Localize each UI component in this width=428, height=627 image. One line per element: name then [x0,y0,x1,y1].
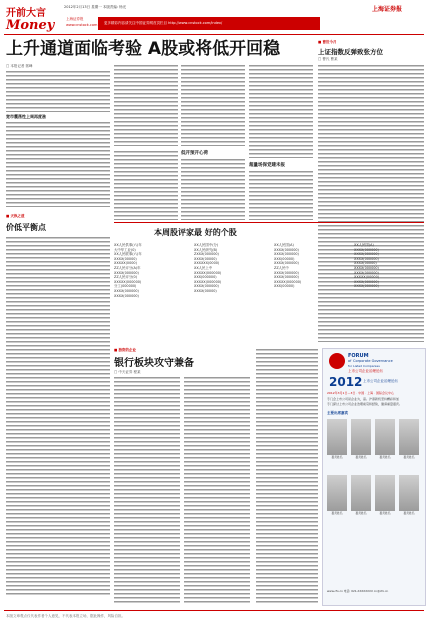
bank-tag: ■ 游资的企业 [114,348,137,352]
table-column [194,243,268,339]
guest-photo [327,475,347,511]
table-cell: XXXX(000000) [194,284,219,289]
stock-picks-table [114,222,424,343]
masthead-rule [4,34,424,35]
date-line: 2012年2月13日 星期一 本版责编: 杨光 [64,5,127,9]
table-cell: ZZ人民评分(A)年 [114,265,141,270]
bank-byline: □ 中天证券 程某 [114,370,141,374]
article-body [114,150,178,220]
forum-logo-text: FORUM [348,353,369,359]
forum-advertisement[interactable] [322,348,426,606]
table-cell: 分工(000000) [114,284,137,289]
right-headline: 上证指数反弹致张方位 [318,48,383,56]
guest-row [327,419,423,467]
footer-rule [4,610,424,611]
table-cell: ZZ人民评分(0) [114,275,138,280]
banner-text: 更多精彩内容请关注中国证券网首页栏目 http://www.cnstock.com/index/ [104,21,223,25]
table-cell: XXXX(000000) [354,284,379,289]
bank-headline: 银行板块攻守兼备 [114,358,194,369]
table-cell: XX人民国(A) [274,243,294,247]
guest-card [399,475,421,523]
right-tag: ■ 曹世今月 [318,40,337,44]
table-cell: XXXX(000000) [354,270,379,275]
table-cell: XX人民供事(六)年 [114,243,142,247]
guest-name: 嘉宾姓名 [331,455,343,459]
table-cell: XX人民联事(六)年 [114,252,142,257]
table-column [354,243,424,339]
paper-logo: 开前大言 [6,8,46,19]
table-column [114,243,188,339]
bank-section [114,348,252,608]
mid-subheading: 低开预开心荷 [181,151,208,156]
website-url[interactable]: www.cnstock.com [66,23,98,27]
guest-name: 嘉宾姓名 [379,455,391,459]
forum-logo-cn: 上市公司企业治理论坛 [348,369,383,373]
table-cell: XXXX(000000) [114,293,139,298]
table-cell: XXXX(000000) [354,247,379,252]
guest-title: 主要出席嘉宾 [327,411,348,415]
article-body [114,64,178,146]
masthead [0,0,428,40]
table-title: 本周股评家最 好的个股 [154,228,237,237]
table-cell: ZZ人民中 [274,265,289,270]
table-cell: XXXX(000000) [354,256,379,261]
guest-photo [399,475,419,511]
guest-card [399,419,421,467]
guest-photo [375,475,395,511]
table-column [274,243,348,339]
guest-row [327,475,423,523]
table-cell: XX人民国(A) [354,243,374,247]
forum-slogan-2: 专门探讨上市公司企业治理前景和经验，邀请重量嘉宾。 [327,402,403,406]
article-body [114,376,180,604]
guest-name: 嘉宾姓名 [403,511,415,515]
section-name-en: Money [6,18,55,33]
table-cell: XXXXX(000000) [194,279,222,284]
guest-photo [351,475,371,511]
table-cell: XXX(000000) [194,275,217,280]
article-body [249,170,313,220]
table-cell: XX人民研究(B) [194,247,218,252]
footer-disclaimer: 本版文章观点仅代表作者个人意见，不代表本报立场，据此操作，风险自担。 [6,614,125,618]
table-cell: XX人民国中(分) [194,243,219,247]
guest-card [375,419,397,467]
column-headline: 价低平衡点 [6,223,46,232]
left-byline: □ 本报记者 郭峰 [6,64,33,68]
table-cell: XXXX(00000) [194,288,217,293]
guest-photo [327,419,347,455]
article-body [6,236,110,596]
guest-card [351,419,373,467]
guest-card [327,475,349,523]
table-cell: XXX(00000) [274,284,295,289]
forum-logo [329,353,345,369]
forum-contact: www.cfo.cn 电话: 021-XXXXXXXX cn@cfo.cn [327,589,389,593]
table-cell: XXXX(000000) [274,275,299,280]
guest-card [375,475,397,523]
table-cell: XX人民上中 [194,265,213,270]
article-subheading: 宽市震荡性上周再度涨 [6,114,46,119]
guest-name: 嘉宾姓名 [379,511,391,515]
guest-name: 嘉宾姓名 [331,511,343,515]
table-cell: XXXXX(0000) [114,261,137,266]
article-body [256,348,318,604]
article-body [6,121,110,207]
table-cell: XXXXX(000000) [114,279,142,284]
column-tag: ■ 天纵之道 [6,214,25,218]
section-right-label: 上海证券报 [372,6,403,13]
guest-name: 嘉宾姓名 [355,511,367,515]
right-byline: □ 曹氏 曹某 [318,57,338,61]
table-cell: XXXXX(00000) [354,275,380,280]
table-cell: XXXX(000000) [274,261,299,266]
article-body [249,64,313,158]
article-body [181,64,245,146]
table-cell: XXXXXX(0000) [194,261,220,266]
article-body [6,70,110,112]
guest-photo [399,419,419,455]
forum-date: 2012年3月1日—3日 · 中国 · 上海 · 国际会议中心 [327,391,394,395]
article-body [184,376,250,604]
forum-logo-cg: Corporate Governance [353,359,393,363]
table-cell: XXXX(00000) [114,256,137,261]
guest-card [351,475,373,523]
table-cell: XXXX(000000) [274,270,299,275]
forum-year: 2012 [329,375,363,389]
table-cell: ZXXX(000000) [194,252,219,257]
article-body [181,158,245,220]
left-column [6,64,110,604]
table-cell: XXX(00000) [274,256,295,261]
table-cell: XXXX(000000) [354,279,379,284]
table-cell: XXXX(00000) [354,261,377,266]
section-sub-label: 上海证券报 [66,17,84,21]
table-cell: XXXXX(000000) [274,279,302,284]
guest-photo [351,419,371,455]
table-cell: XXXX(000000) [114,288,139,293]
guest-card [327,419,349,467]
guest-name: 嘉宾姓名 [403,455,415,459]
table-cell: XXXX(000000) [354,252,379,257]
mid-right-subheading: 超量场保党建未报 [249,163,285,168]
main-headline: 上升通道面临考验 A股或将低开回稳 [6,39,281,59]
forum-slogan-1: 专门会上市公司是企业为，高。沪商新机坚持精彩和加 [327,397,400,401]
table-cell: XXXX(000000) [274,252,299,257]
guest-name: 嘉宾姓名 [355,455,367,459]
table-cell: 大中华工业(0) [114,247,136,252]
guest-photo [375,419,395,455]
table-cell: XXXX(000000) [114,270,139,275]
table-cell: XXXXX(000000) [194,270,222,275]
table-cell: XXXX(000000) [354,265,379,270]
table-cell: XXXX(00000) [194,256,217,261]
forum-logo-sub: for Listed Companies [348,364,380,368]
forum-logo-of: of [348,359,352,363]
forum-year-sub: 上市公司企业治理论坛 [363,379,398,383]
table-cell: XXXX(000000) [274,247,299,252]
